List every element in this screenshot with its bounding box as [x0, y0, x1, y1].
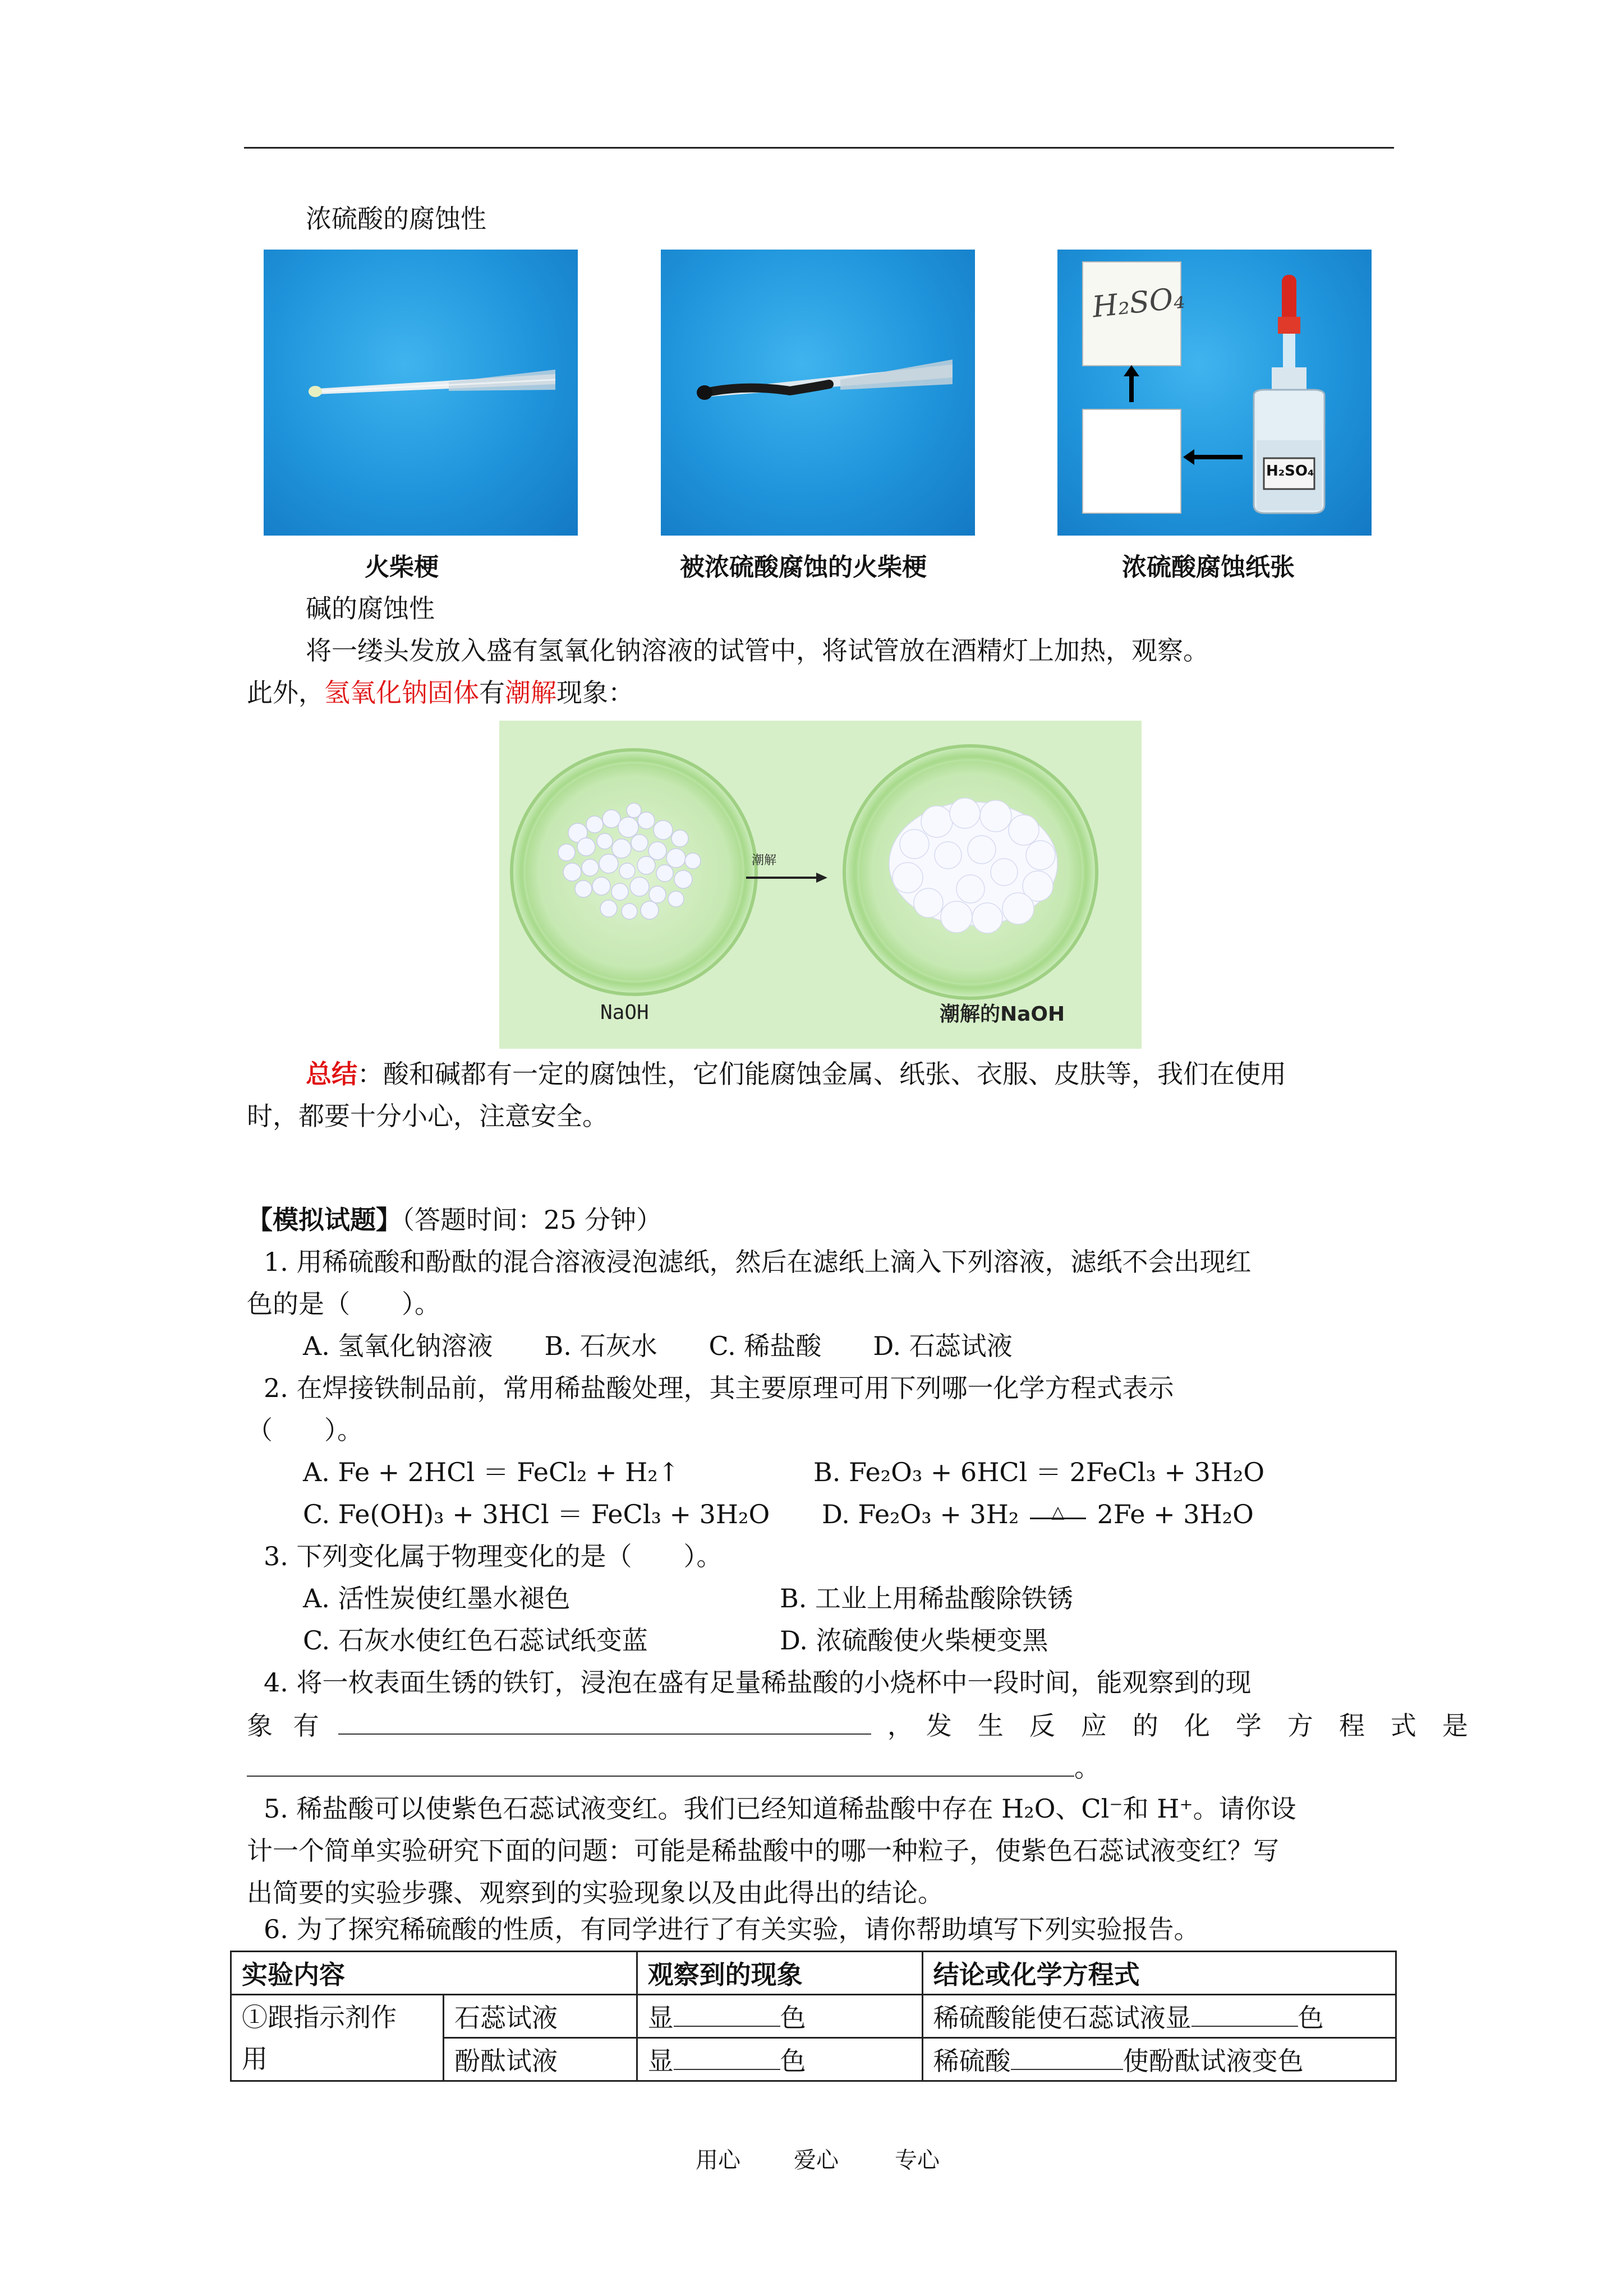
q2-d-reactants: D. Fe₂O₃ + 3H₂: [822, 1499, 1019, 1529]
q4-line-2: [247, 1708, 1468, 1742]
q2-line-1: 2. 在焊接铁制品前，常用稀盐酸处理，其主要原理可用下列哪一化学方程式表示: [264, 1373, 1174, 1403]
base-line-1: 将一缕头发放入盛有氢氧化钠溶液的试管中，将试管放在酒精灯上加热，观察。: [306, 635, 1209, 666]
q1-line-2: 色的是（ ）。: [247, 1289, 440, 1319]
row-group-indicator: [231, 1995, 444, 2081]
corroded-matchstick-illustration: [661, 250, 975, 536]
q6-line: 6. 为了探究稀硫酸的性质，有同学进行了有关实验，请你帮助填写下列实验报告。: [264, 1914, 1200, 1944]
q2-option-d: [822, 1497, 1254, 1535]
footer-word-2: 爱心: [794, 2147, 839, 2173]
bottle-label: H₂SO₄: [1266, 463, 1314, 480]
base-corrosion-title: 碱的腐蚀性: [306, 593, 435, 624]
table-header-row: [231, 1952, 1396, 1995]
observation-blank[interactable]: [674, 2043, 780, 2070]
table-row: [231, 1995, 1396, 2038]
observation-phenolphthalein: [637, 2038, 922, 2081]
header-content: 实验内容: [231, 1952, 637, 1995]
naoh-arrow-label: 潮解: [752, 854, 777, 868]
q3-option-b: B. 工业上用稀盐酸除铁锈: [780, 1583, 1074, 1613]
summary-line-1: [306, 1057, 1286, 1091]
q4-word-xiang: 象: [247, 1711, 273, 1741]
photo-paper-corrosion: [1057, 250, 1372, 536]
base-line-2-post: 现象：: [556, 677, 634, 708]
reagent-litmus: 石蕊试液: [444, 1995, 637, 2038]
q2-d-products: 2Fe + 3H₂O: [1097, 1499, 1254, 1529]
observation-prefix: 显: [647, 2003, 674, 2033]
deliquesced-naoh-label: 潮解的NaOH: [940, 1003, 1065, 1026]
deliquescence-highlight: 潮解: [505, 677, 556, 708]
conclusion-litmus: [922, 1995, 1396, 2038]
summary-line-2: 时，都要十分小心，注意安全。: [247, 1101, 608, 1131]
photo-corroded-matchstick: [661, 250, 975, 536]
q3-option-d: D. 浓硫酸使火柴梗变黑: [780, 1625, 1048, 1656]
caption-paper-corrosion: 浓硫酸腐蚀纸张: [1122, 553, 1295, 582]
q1-options: A. 氢氧化钠溶液 B. 石灰水 C. 稀盐酸 D. 石蕊试液: [303, 1331, 1013, 1361]
q5-line-1: 5. 稀盐酸可以使紫色石蕊试液变红。我们已经知道稀盐酸中存在 H₂O、Cl⁻和 H⁺。请你设: [264, 1794, 1296, 1824]
matchstick-illustration: [264, 250, 578, 536]
q4-word-you: 有: [293, 1711, 319, 1741]
observation-prefix: 显: [647, 2046, 674, 2076]
experiment-report-table: [230, 1951, 1397, 2082]
q2-line-2: （ ）。: [247, 1415, 363, 1445]
quiz-heading: [247, 1203, 662, 1237]
q4-line-2-tail: ， 发 生 反 应 的 化 学 方 程 式 是: [887, 1711, 1468, 1741]
q5-line-2: 计一个简单实验研究下面的问题：可能是稀盐酸中的哪一种粒子，使紫色石蕊试液变红？写: [247, 1836, 1279, 1866]
acid-corrosion-title: 浓硫酸的腐蚀性: [306, 204, 486, 234]
footer-word-3: 专心: [895, 2147, 940, 2173]
quiz-time: （答题时间：25 分钟）: [402, 1205, 663, 1235]
conclusion-suffix: 使酚酞试液变色: [1122, 2046, 1304, 2076]
q4-blank-equation[interactable]: [247, 1750, 1074, 1777]
row-group-label-2: 用: [242, 2043, 268, 2074]
paper-card-label: H₂SO₄: [1091, 281, 1186, 325]
q3-option-c: C. 石灰水使红色石蕊试纸变蓝: [303, 1625, 648, 1656]
caption-matchstick: 火柴梗: [365, 553, 439, 582]
row-group-label-1: ①跟指示剂作: [242, 2002, 397, 2032]
conclusion-phenolphthalein: [922, 2038, 1396, 2081]
summary-text-1: ：酸和碱都有一定的腐蚀性，它们能腐蚀金属、纸张、衣服、皮肤等，我们在使用: [357, 1059, 1286, 1089]
conclusion-blank[interactable]: [1191, 2000, 1298, 2027]
observation-blank[interactable]: [674, 2000, 780, 2027]
summary-label: 总结: [306, 1059, 357, 1089]
conclusion-prefix: 稀硫酸: [933, 2046, 1011, 2076]
q1-line-1: 1. 用稀硫酸和酚酞的混合溶液浸泡滤纸，然后在滤纸上滴入下列溶液，滤纸不会出现红: [264, 1247, 1252, 1277]
photo-matchstick: [264, 250, 578, 536]
header-conclusion: 结论或化学方程式: [922, 1952, 1396, 1995]
q2-option-a: A. Fe + 2HCl ＝ FeCl₂ + H₂↑: [303, 1457, 680, 1487]
reagent-phenolphthalein: 酚酞试液: [444, 2038, 637, 2081]
conclusion-blank[interactable]: [1011, 2043, 1123, 2070]
q2-option-c: C. Fe(OH)₃ + 3HCl ＝ FeCl₃ + 3H₂O: [303, 1499, 770, 1529]
q3-option-a: A. 活性炭使红墨水褪色: [303, 1583, 571, 1613]
conclusion-suffix: 色: [1298, 2003, 1324, 2033]
q3-line: 3. 下列变化属于物理变化的是（ ）。: [264, 1541, 723, 1571]
naoh-label: NaOH: [600, 1001, 649, 1024]
q2-option-b: B. Fe₂O₃ + 6HCl ＝ 2FeCl₃ + 3H₂O: [813, 1457, 1265, 1487]
q5-line-3: 出简要的实验步骤、观察到的实验现象以及由此得出的结论。: [247, 1878, 944, 1908]
q4-line-1: 4. 将一枚表面生锈的铁钉，浸泡在盛有足量稀盐酸的小烧杯中一段时间，能观察到的现: [264, 1667, 1252, 1698]
base-line-2-pre: 此外，: [247, 677, 324, 708]
base-line-2: [247, 676, 634, 709]
observation-suffix: 色: [780, 2003, 806, 2033]
observation-suffix: 色: [780, 2046, 806, 2076]
heat-bar: [1030, 1518, 1086, 1519]
caption-corroded-matchstick: 被浓硫酸腐蚀的火柴梗: [680, 553, 927, 582]
header-rule: [244, 147, 1394, 149]
photo-naoh-deliquescence: [499, 721, 1142, 1049]
q4-period: 。: [1074, 1753, 1100, 1783]
observation-litmus: [637, 1995, 922, 2038]
conclusion-prefix: 稀硫酸能使石蕊试液显: [933, 2003, 1191, 2033]
footer-word-1: 用心: [696, 2147, 740, 2173]
q4-line-3: [247, 1750, 1100, 1785]
base-line-2-mid: 有: [479, 677, 505, 708]
heat-condition: [1027, 1497, 1089, 1535]
naoh-solid-highlight: 氢氧化钠固体: [324, 677, 479, 708]
quiz-title: 【模拟试题】: [247, 1205, 402, 1235]
q4-blank-observation[interactable]: [338, 1708, 871, 1735]
heat-triangle: △: [1051, 1502, 1065, 1522]
header-observation: 观察到的现象: [637, 1952, 922, 1995]
